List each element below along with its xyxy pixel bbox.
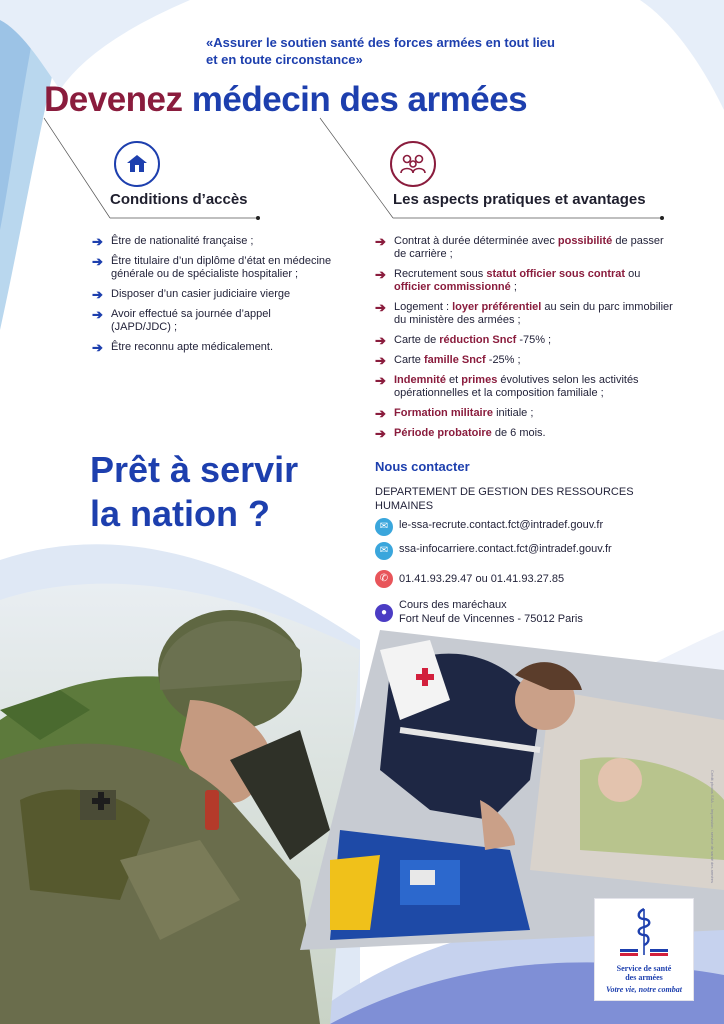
list-item: ➔ Être de nationalité française ;: [92, 234, 254, 249]
list-item: ➔ Période probatoire de 6 mois.: [375, 426, 546, 441]
arrow-icon: ➔: [375, 373, 386, 388]
arrow-icon: ➔: [92, 254, 103, 269]
quote-line-2: et en toute circonstance»: [206, 52, 363, 67]
caduceus-icon: [614, 905, 674, 959]
arrow-icon: ➔: [375, 406, 386, 421]
arrow-icon: ➔: [375, 353, 386, 368]
avantages-list: [375, 235, 675, 447]
list-item: ➔ Recrutement sous statut officier sous contrat ou officier commissionné ;: [375, 267, 641, 293]
arrow-icon: ➔: [375, 234, 386, 249]
mail-icon: ✉: [375, 518, 393, 536]
contact-heading: Nous contacter: [375, 459, 470, 474]
ssa-logo: Service de santé des armées Votre vie, notre combat: [594, 898, 694, 1001]
contact-department: DEPARTEMENT DE GESTION DES RESSOURCES HUMAINES: [375, 486, 634, 512]
mission-quote: [206, 34, 606, 68]
contact-email-2[interactable]: ✉ ssa-infocarriere.contact.fct@intradef.gouv.fr: [375, 542, 612, 560]
cta-headline: [90, 448, 298, 536]
list-item: ➔ Être reconnu apte médicalement.: [92, 340, 274, 355]
cta-line-2: la nation ?: [90, 493, 270, 534]
list-item: ➔ Carte de réduction Sncf -75% ;: [375, 333, 552, 348]
conditions-list: [92, 235, 332, 361]
home-icon: [114, 141, 160, 187]
title-medecin: médecin des armées: [191, 80, 528, 119]
arrow-icon: ➔: [375, 267, 386, 282]
contact-email-1[interactable]: ✉ le-ssa-recrute.contact.fct@intradef.gouv.fr: [375, 518, 603, 536]
quote-line-1: «Assurer le soutien santé des forces armées en tout lieu: [206, 35, 555, 50]
arrow-icon: ➔: [92, 287, 103, 302]
list-item: ➔ Contrat à durée déterminée avec possibilité de passer de carrière ;: [375, 234, 664, 260]
phone-icon: ✆: [375, 570, 393, 588]
list-item: ➔ Disposer d’un casier judiciaire vierge: [92, 287, 291, 302]
arrow-icon: ➔: [375, 300, 386, 315]
arrow-icon: ➔: [92, 307, 103, 322]
list-item: ➔ Avoir effectué sa journée d’appel (JAPD/JDC) ;: [92, 307, 271, 333]
arrow-icon: ➔: [375, 426, 386, 441]
print-credits: Crédit photos SSA — Impression : service de santé des armées: [710, 770, 715, 883]
list-item: ➔ Formation militaire initiale ;: [375, 406, 534, 421]
list-item: ➔ Carte famille Sncf -25% ;: [375, 353, 521, 368]
contact-phone[interactable]: ✆ 01.41.93.29.47 ou 01.41.93.27.85: [375, 570, 564, 588]
avantages-heading: Les aspects pratiques et avantages: [393, 191, 646, 208]
title-devenez: Devenez: [44, 80, 183, 119]
arrow-icon: ➔: [92, 340, 103, 355]
arrow-icon: ➔: [92, 234, 103, 249]
arrow-icon: ➔: [375, 333, 386, 348]
conditions-heading: Conditions d’accès: [110, 191, 248, 208]
page-title: [44, 80, 527, 120]
location-pin-icon: ●: [375, 604, 393, 622]
mail-icon: ✉: [375, 542, 393, 560]
people-icon: [390, 141, 436, 187]
list-item: ➔ Logement : loyer préférentiel au sein du parc immobilier du ministère des armées ;: [375, 300, 673, 326]
contact-address: ● Cours des maréchaux Fort Neuf de Vincennes - 75012 Paris: [375, 598, 583, 626]
list-item: ➔ Indemnité et primes évolutives selon les activités opérationnelles et la composition familiale ;: [375, 373, 639, 399]
list-item: ➔ Être titulaire d’un diplôme d’état en médecine générale ou de spécialiste hospitalier ;: [92, 254, 332, 280]
cta-line-1: Prêt à servir: [90, 449, 299, 490]
